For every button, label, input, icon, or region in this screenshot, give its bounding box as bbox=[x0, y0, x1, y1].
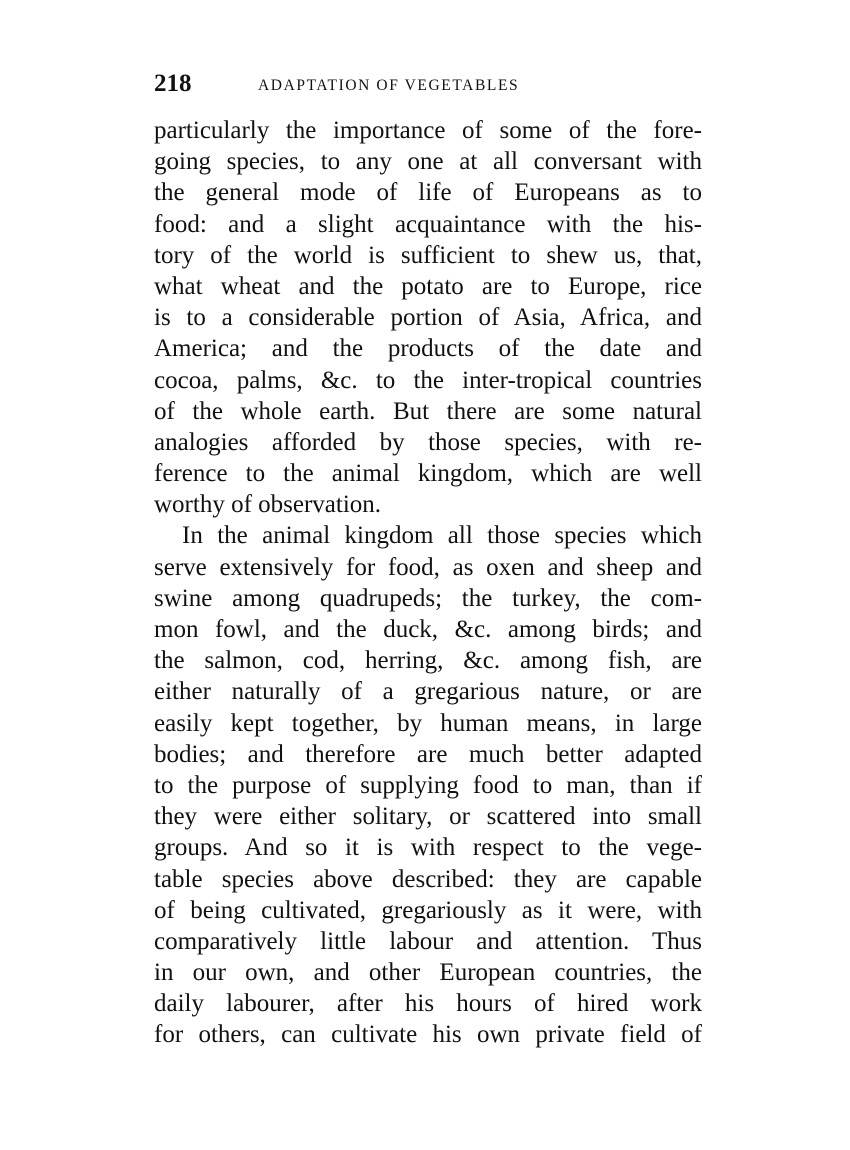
text-line: in our own, and other European countries, the bbox=[154, 959, 702, 987]
text-line: analogies afforded by those species, with re- bbox=[154, 428, 702, 456]
text-line: of being cultivated, gregariously as it were, with bbox=[154, 896, 702, 924]
text-line: easily kept together, by human means, in large bbox=[154, 709, 702, 737]
text-line: they were either solitary, or scattered into small bbox=[154, 803, 702, 831]
text-line: America; and the products of the date and bbox=[154, 335, 702, 363]
text-line: either naturally of a gregarious nature, or are bbox=[154, 678, 702, 706]
text-line: food: and a slight acquaintance with the his- bbox=[154, 210, 702, 238]
text-line: ference to the animal kingdom, which are well bbox=[154, 460, 702, 488]
running-head bbox=[154, 66, 702, 102]
text-line: the general mode of life of Europeans as to bbox=[154, 179, 702, 207]
paragraph-start-line: In the animal kingdom all those species which bbox=[182, 522, 702, 550]
paragraph-end-line: worthy of observation. bbox=[154, 491, 382, 519]
text-line: comparatively little labour and attention. Thus bbox=[154, 927, 702, 955]
text-line: the salmon, cod, herring, &c. among fish, are bbox=[154, 647, 702, 675]
text-line: what wheat and the potato are to Europe, rice bbox=[154, 272, 702, 300]
page-number: 218 bbox=[154, 70, 192, 97]
text-line: swine among quadrupeds; the turkey, the com- bbox=[154, 584, 702, 612]
text-line: is to a considerable portion of Asia, Africa, and bbox=[154, 304, 702, 332]
text-line: serve extensively for food, as oxen and sheep and bbox=[154, 553, 702, 581]
text-line: of the whole earth. But there are some natural bbox=[154, 397, 702, 425]
text-line: tory of the world is sufficient to shew us, that, bbox=[154, 241, 702, 269]
text-line: bodies; and therefore are much better adapted bbox=[154, 740, 702, 768]
text-line: mon fowl, and the duck, &c. among birds; and bbox=[154, 616, 702, 643]
running-title: ADAPTATION OF VEGETABLES bbox=[258, 77, 520, 94]
text-line: cocoa, palms, &c. to the inter-tropical countries bbox=[154, 366, 702, 394]
text-line: table species above described: they are capable bbox=[154, 865, 702, 893]
text-line: to the purpose of supplying food to man, than if bbox=[154, 771, 702, 799]
text-line: groups. And so it is with respect to the vege- bbox=[154, 834, 702, 862]
body-text bbox=[154, 115, 702, 1051]
text-line: daily labourer, after his hours of hired work bbox=[154, 990, 702, 1018]
text-line: for others, can cultivate his own private field of bbox=[154, 1021, 702, 1049]
text-line: going species, to any one at all conversant with bbox=[154, 148, 702, 176]
text-line: particularly the importance of some of the fore- bbox=[154, 117, 702, 144]
